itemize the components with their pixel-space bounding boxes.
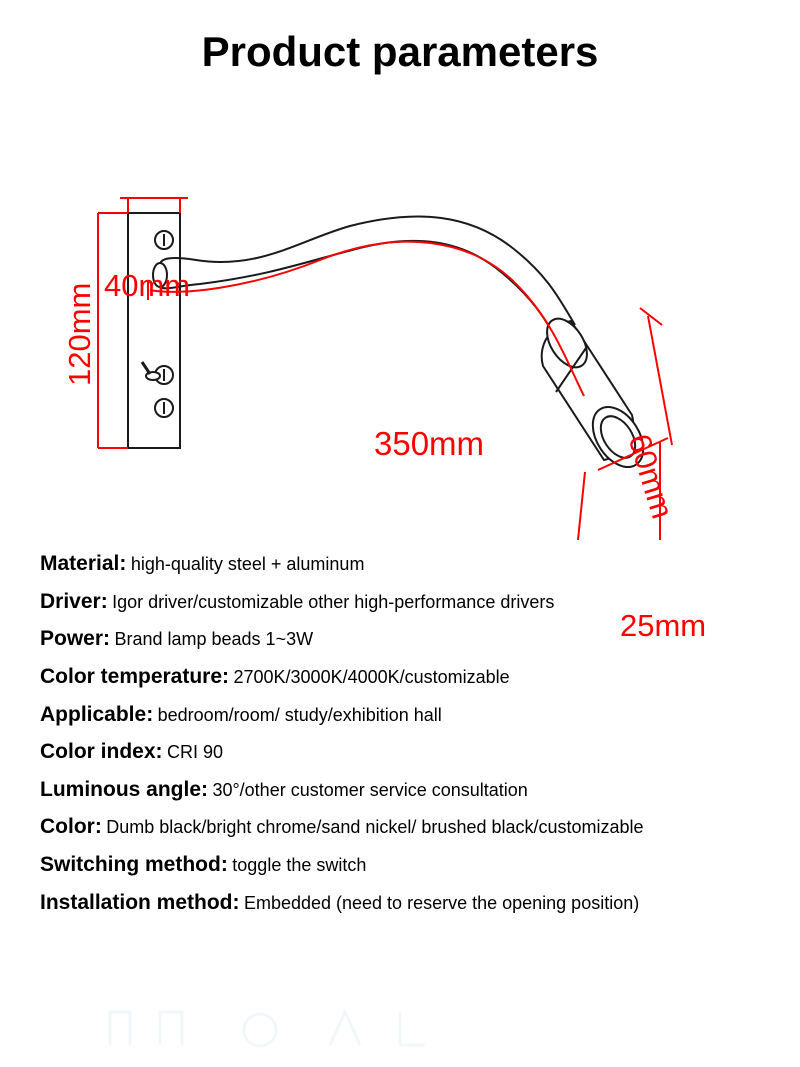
spec-label-color: Color: bbox=[40, 815, 102, 839]
spec-label-color-index: Color index: bbox=[40, 740, 163, 764]
spec-value-driver: Igor driver/customizable other high-performance drivers bbox=[112, 591, 555, 612]
gooseneck-arm-lower bbox=[160, 241, 560, 345]
spec-value-color-index: CRI 90 bbox=[166, 742, 223, 763]
spec-value-color-temperature: 2700K/3000K/4000K/customizable bbox=[233, 666, 510, 687]
spec-row-installation-method bbox=[40, 891, 770, 915]
spec-value-switching-method: toggle the switch bbox=[232, 855, 367, 876]
page-title: Product parameters bbox=[201, 28, 599, 75]
spec-row-material bbox=[40, 552, 770, 576]
spec-row-applicable bbox=[40, 703, 770, 727]
spec-value-power: Brand lamp beads 1~3W bbox=[114, 629, 314, 650]
spec-label-luminous-angle: Luminous angle: bbox=[40, 777, 208, 801]
spec-row-luminous-angle bbox=[40, 778, 770, 802]
specifications-list bbox=[40, 552, 770, 928]
dimension-label-head-length: 60mm bbox=[621, 430, 681, 523]
spec-row-color bbox=[40, 815, 770, 839]
spec-value-color: Dumb black/bright chrome/sand nickel/ brushed black/customizable bbox=[106, 817, 644, 838]
spec-row-power bbox=[40, 627, 770, 651]
lamp-drawing-svg bbox=[0, 120, 800, 540]
gooseneck-arm-upper bbox=[160, 216, 575, 325]
watermark-icon bbox=[100, 1000, 480, 1055]
spec-row-color-temperature bbox=[40, 665, 770, 689]
dimension-label-width-top: 40mm bbox=[104, 268, 191, 303]
spec-label-installation-method: Installation method: bbox=[40, 890, 240, 914]
spec-label-color-temperature: Color temperature: bbox=[40, 664, 230, 688]
dimension-label-height-plate: 120mm bbox=[62, 282, 97, 386]
spec-label-applicable: Applicable: bbox=[40, 702, 154, 726]
dimension-label-arm-length: 350mm bbox=[374, 425, 485, 462]
spec-value-luminous-angle: 30°/other customer service consultation bbox=[212, 779, 528, 800]
spec-value-material: high-quality steel + aluminum bbox=[130, 554, 365, 574]
spec-label-material: Material: bbox=[40, 552, 127, 575]
spec-value-installation-method: Embedded (need to reserve the opening position) bbox=[243, 892, 640, 913]
spec-row-driver bbox=[40, 590, 770, 614]
spec-row-color-index bbox=[40, 740, 770, 764]
spec-label-power: Power: bbox=[40, 627, 111, 651]
spec-row-switching-method bbox=[40, 853, 770, 877]
spec-label-switching-method: Switching method: bbox=[40, 853, 228, 877]
dimension-label-head-diameter: 25mm bbox=[620, 608, 707, 643]
spec-value-applicable: bedroom/room/ study/exhibition hall bbox=[157, 704, 442, 725]
spec-label-driver: Driver: bbox=[40, 589, 108, 613]
